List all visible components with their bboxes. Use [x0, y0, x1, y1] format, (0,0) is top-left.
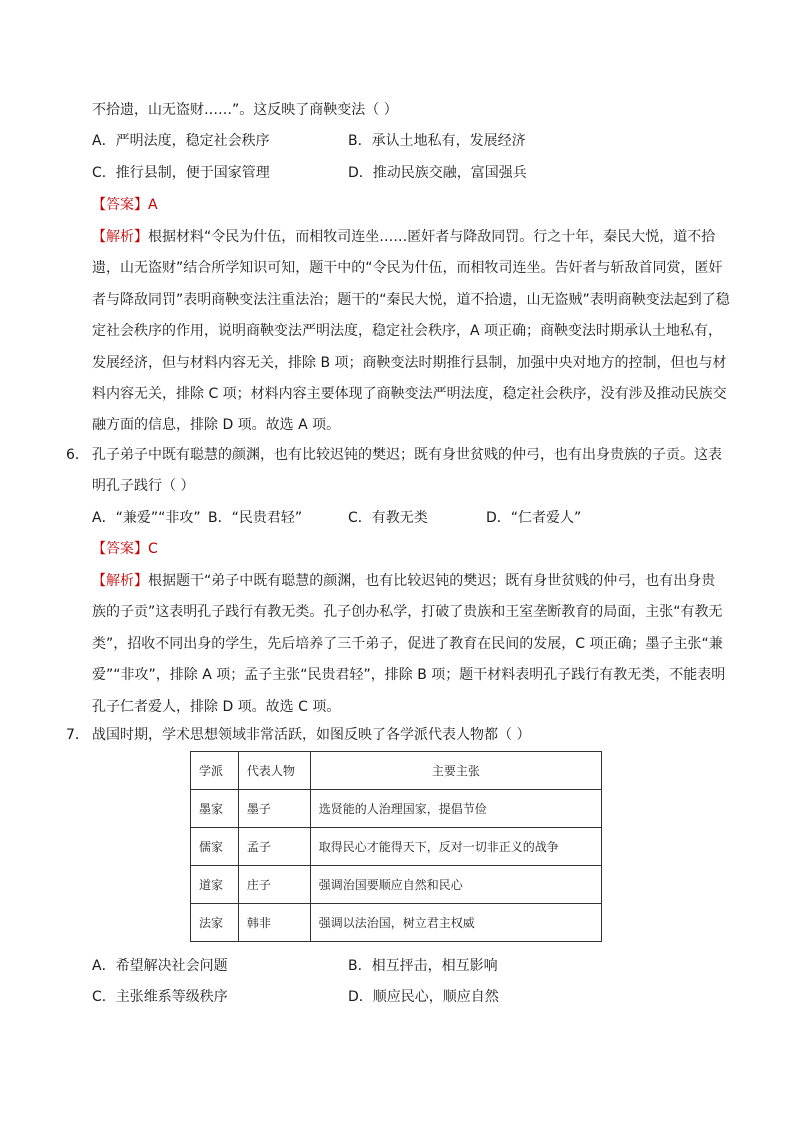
table-cell-school: 道家 — [191, 866, 239, 904]
q5-analysis-line-5: 发展经济，但与材料内容无关，排除 B 项；商鞅变法时期推行县制，加强中央对地方的控制，但也与材 — [92, 355, 727, 371]
q6-analysis-line-2: 族的子贡”这表明孔子践行有教无类。孔子创办私学，打破了贵族和王室垄断教育的局面，主张“有教无 — [92, 604, 723, 620]
q7-option-d: D．顺应民心，顺应自然 — [348, 989, 499, 1005]
q6-stem-line-2: 明孔子践行（ ） — [92, 478, 195, 494]
table-cell-representative: 孟子 — [238, 828, 310, 866]
table-cell-representative: 韩非 — [238, 904, 310, 942]
q6-option-d: D．“仁者爱人” — [486, 510, 582, 526]
q5-analysis-line-6: 料内容无关，排除 C 项；材料内容主要体现了商鞅变法严明法度，稳定社会秩序，没有涉及推动民族交 — [92, 386, 727, 402]
q5-option-b: B．承认土地私有，发展经济 — [348, 133, 526, 149]
q5-analysis-text-1: 根据材料“令民为什伍，而相牧司连坐……匿奸者与降敌同罚。行之十年，秦民大悦，道不拾 — [148, 229, 716, 245]
q6-answer — [92, 539, 158, 559]
q6-analysis-tag: 【解析】 — [92, 573, 148, 589]
q7-option-a: A．希望解决社会问题 — [92, 958, 228, 974]
table-cell-representative: 庄子 — [238, 866, 310, 904]
table-header-row — [191, 752, 602, 790]
q7-option-b: B．相互抨击，相互影响 — [348, 958, 498, 974]
q5-answer — [92, 195, 158, 215]
table-cell-claims: 强调治国要顺应自然和民心 — [310, 866, 601, 904]
q6-analysis-line-4: 爱”“非攻”，排除 A 项；孟子主张“民贵君轻”，排除 B 项；题干材料表明孔子践行有教无类，不能表明 — [92, 667, 726, 683]
table-header-school: 学派 — [191, 752, 239, 790]
table-cell-claims: 选贤能的人治理国家，提倡节俭 — [310, 790, 601, 828]
table-cell-school: 墨家 — [191, 790, 239, 828]
q6-stem-line-1: 孔子弟子中既有聪慧的颜渊，也有比较迟钝的樊迟；既有身世贫贱的仲弓，也有出身贵族的子贡。这表 — [92, 447, 722, 463]
q5-analysis-tag: 【解析】 — [92, 229, 148, 245]
q6-answer-value: C — [148, 541, 158, 557]
q5-analysis-line-3: 者与降敌同罚”表明商鞅变法注重法治；题干的“秦民大悦，道不拾遗，山无盗贼”表明商鞅变法起到了稳 — [92, 292, 730, 308]
table-header-claims: 主要主张 — [310, 752, 601, 790]
table-row — [191, 790, 602, 828]
q5-option-c: C．推行县制，便于国家管理 — [92, 165, 270, 181]
q6-option-b: B．“民贵君轻” — [208, 510, 303, 526]
table-cell-school: 法家 — [191, 904, 239, 942]
q5-option-d: D．推动民族交融，富国强兵 — [348, 165, 527, 181]
q6-analysis-line-3: 类”，招收不同出身的学生，先后培养了三千弟子，促进了教育在民间的发展，C 项正确；墨子主张“兼 — [92, 636, 723, 652]
q5-stem-tail: 不拾遗，山无盗财……”。这反映了商鞅变法（ ） — [92, 102, 398, 118]
table-cell-representative: 墨子 — [238, 790, 310, 828]
q5-analysis-line-4: 定社会秩序的作用，说明商鞅变法严明法度，稳定社会秩序，A 项正确；商鞅变法时期承认土地私有， — [92, 323, 723, 339]
table-cell-claims: 取得民心才能得天下，反对一切非正义的战争 — [310, 828, 601, 866]
table-cell-school: 儒家 — [191, 828, 239, 866]
q6-analysis-line-1 — [92, 571, 715, 591]
q6-analysis-text-1: 根据题干“弟子中既有聪慧的颜渊，也有比较迟钝的樊迟；既有身世贫贱的仲弓，也有出身贵 — [148, 573, 716, 589]
q7-option-c: C．主张维系等级秩序 — [92, 989, 228, 1005]
q7-stem: 战国时期，学术思想领域非常活跃，如图反映了各学派代表人物都（ ） — [92, 727, 531, 743]
q6-option-c: C．有教无类 — [348, 510, 428, 526]
q6-analysis-line-5: 孔子仁者爱人，排除 D 项。故选 C 项。 — [92, 699, 341, 715]
q5-analysis-line-2: 遗，山无盗财”结合所学知识可知，题干中的“令民为什伍，而相牧司连坐。告奸者与斩敌首同赏，匿奸 — [92, 260, 723, 276]
q5-option-a: A．严明法度，稳定社会秩序 — [92, 133, 270, 149]
table-cell-claims: 强调以法治国，树立君主权威 — [310, 904, 601, 942]
q6-answer-tag: 【答案】 — [92, 541, 148, 557]
table-header-representative: 代表人物 — [238, 752, 310, 790]
q5-analysis-line-1 — [92, 227, 715, 247]
schools-table — [190, 751, 602, 942]
table-row — [191, 866, 602, 904]
q5-answer-tag: 【答案】 — [92, 197, 148, 213]
q6-number: 6． — [66, 447, 89, 463]
q6-option-a: A．“兼爱”“非攻” — [92, 510, 201, 526]
q5-answer-value: A — [148, 197, 158, 213]
table-row — [191, 904, 602, 942]
table-row — [191, 828, 602, 866]
q7-number: 7． — [66, 727, 89, 743]
q5-analysis-line-7: 融方面的信息，排除 D 项。故选 A 项。 — [92, 417, 341, 433]
